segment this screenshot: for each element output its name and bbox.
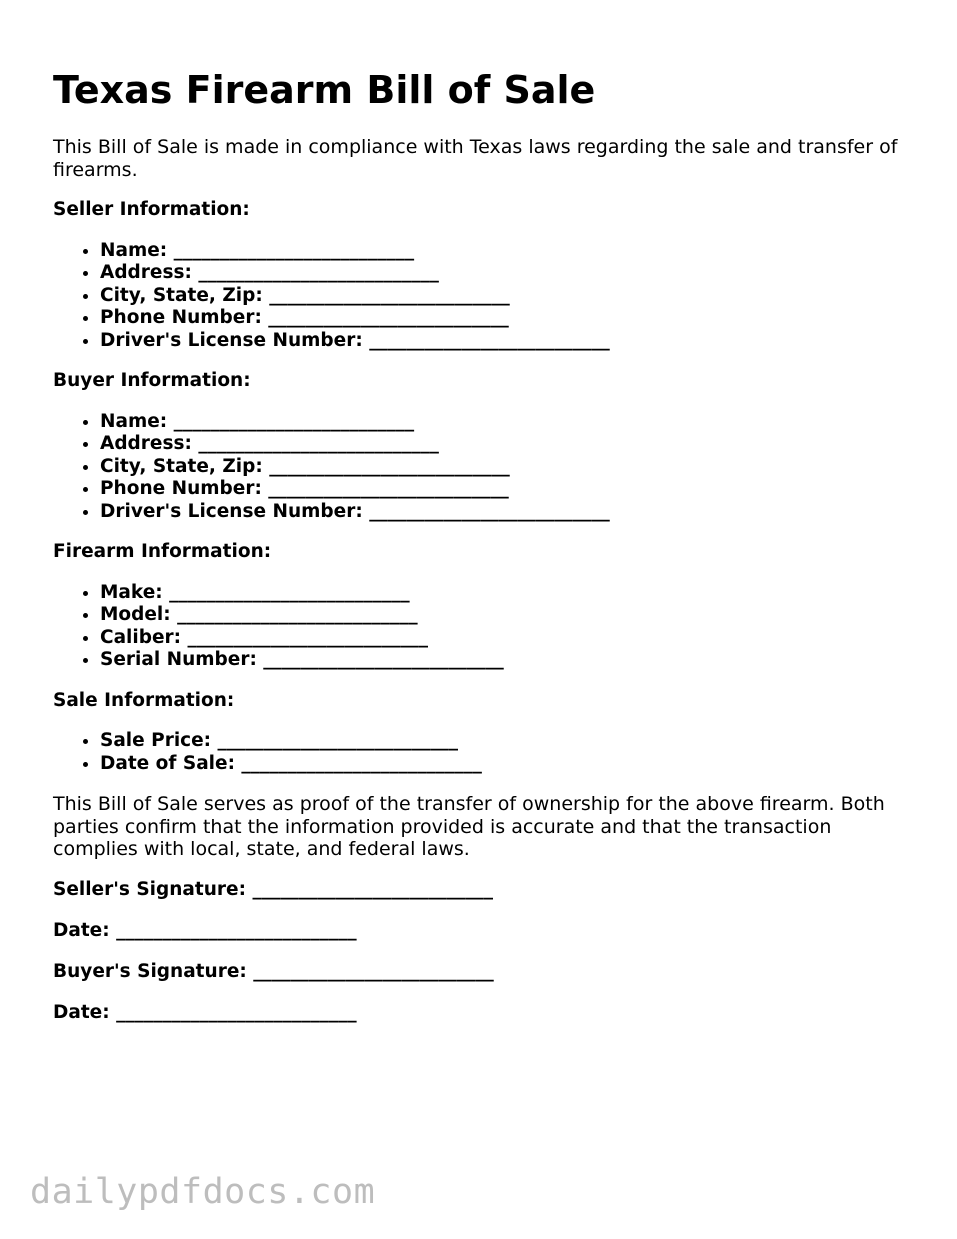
field-label: Address: xyxy=(100,433,192,454)
blank-line: __________________________ xyxy=(263,649,504,670)
field-label: Caliber: xyxy=(100,626,182,648)
buyer-date-field[interactable] xyxy=(53,1002,903,1025)
blank-line: __________________________ xyxy=(241,752,482,774)
buyer-address-field[interactable] xyxy=(100,433,903,456)
seller-date-field[interactable] xyxy=(53,920,903,943)
field-label: Phone Number: xyxy=(100,478,262,499)
blank-line: __________________________ xyxy=(269,284,510,306)
blank-line: __________________________ xyxy=(187,626,429,648)
blank-line: __________________________ xyxy=(217,730,459,751)
field-label: City, State, Zip: xyxy=(100,455,263,477)
field-label: Driver's License Number: xyxy=(100,500,363,522)
sale-price-field[interactable] xyxy=(100,730,903,753)
seller-license-field[interactable] xyxy=(100,330,903,353)
document-title: Texas Firearm Bill of Sale xyxy=(53,68,596,112)
field-label: Driver's License Number: xyxy=(100,329,363,351)
buyer-city-state-zip-field[interactable] xyxy=(100,456,903,479)
closing-paragraph: This Bill of Sale serves as proof of the transfer of ownership for the above firearm. Both parties confirm that the information provided is accurate and that the transaction complies with local, state, and federal laws. xyxy=(53,793,885,860)
blank-line: __________________________ xyxy=(116,919,357,941)
buyer-phone-field[interactable] xyxy=(100,478,903,501)
blank-line: __________________________ xyxy=(369,329,610,351)
seller-name-field[interactable] xyxy=(100,240,903,263)
field-label: Date: xyxy=(53,919,110,941)
blank-line: __________________________ xyxy=(269,455,510,477)
seller-city-state-zip-field[interactable] xyxy=(100,285,903,308)
field-label: Model: xyxy=(100,604,171,625)
field-label: Phone Number: xyxy=(100,307,262,328)
field-label: Name: xyxy=(100,239,168,261)
firearm-serial-field[interactable] xyxy=(100,649,903,672)
field-label: City, State, Zip: xyxy=(100,284,263,306)
field-label: Make: xyxy=(100,581,163,603)
blank-line: __________________________ xyxy=(169,581,410,603)
field-label: Serial Number: xyxy=(100,649,257,670)
seller-phone-field[interactable] xyxy=(100,307,903,330)
seller-fields-list xyxy=(53,240,903,353)
seller-section-heading: Seller Information: xyxy=(53,199,250,220)
firearm-make-field[interactable] xyxy=(100,582,903,605)
blank-line: __________________________ xyxy=(173,410,415,432)
buyer-fields-list xyxy=(53,411,903,524)
buyer-signature-field[interactable] xyxy=(53,961,903,984)
blank-line: __________________________ xyxy=(369,500,610,522)
blank-line: __________________________ xyxy=(177,604,418,625)
buyer-license-field[interactable] xyxy=(100,501,903,524)
seller-signature-field[interactable] xyxy=(53,879,903,902)
sale-date-field[interactable] xyxy=(100,753,903,776)
buyer-name-field[interactable] xyxy=(100,411,903,434)
firearm-fields-list xyxy=(53,582,903,672)
field-label: Seller's Signature: xyxy=(53,878,246,900)
watermark-text: dailypdfdocs.com xyxy=(30,1172,376,1212)
sale-section-heading: Sale Information: xyxy=(53,689,235,711)
intro-paragraph: This Bill of Sale is made in compliance with Texas laws regarding the sale and transfer of firearms. xyxy=(53,136,898,181)
field-label: Name: xyxy=(100,410,168,432)
firearm-model-field[interactable] xyxy=(100,604,903,627)
blank-line: __________________________ xyxy=(268,307,509,328)
blank-line: __________________________ xyxy=(198,433,439,454)
field-label: Sale Price: xyxy=(100,730,212,751)
field-label: Address: xyxy=(100,262,192,283)
buyer-section-heading: Buyer Information: xyxy=(53,370,251,391)
blank-line: __________________________ xyxy=(173,239,415,261)
blank-line: __________________________ xyxy=(253,960,494,982)
blank-line: __________________________ xyxy=(116,1001,357,1023)
firearm-caliber-field[interactable] xyxy=(100,627,903,650)
blank-line: __________________________ xyxy=(268,478,509,499)
field-label: Date of Sale: xyxy=(100,752,235,774)
blank-line: __________________________ xyxy=(198,262,439,283)
firearm-section-heading: Firearm Information: xyxy=(53,541,272,562)
document-page xyxy=(53,62,903,1043)
blank-line: __________________________ xyxy=(252,878,493,900)
field-label: Date: xyxy=(53,1001,110,1023)
field-label: Buyer's Signature: xyxy=(53,960,247,982)
sale-fields-list xyxy=(53,730,903,775)
seller-address-field[interactable] xyxy=(100,262,903,285)
